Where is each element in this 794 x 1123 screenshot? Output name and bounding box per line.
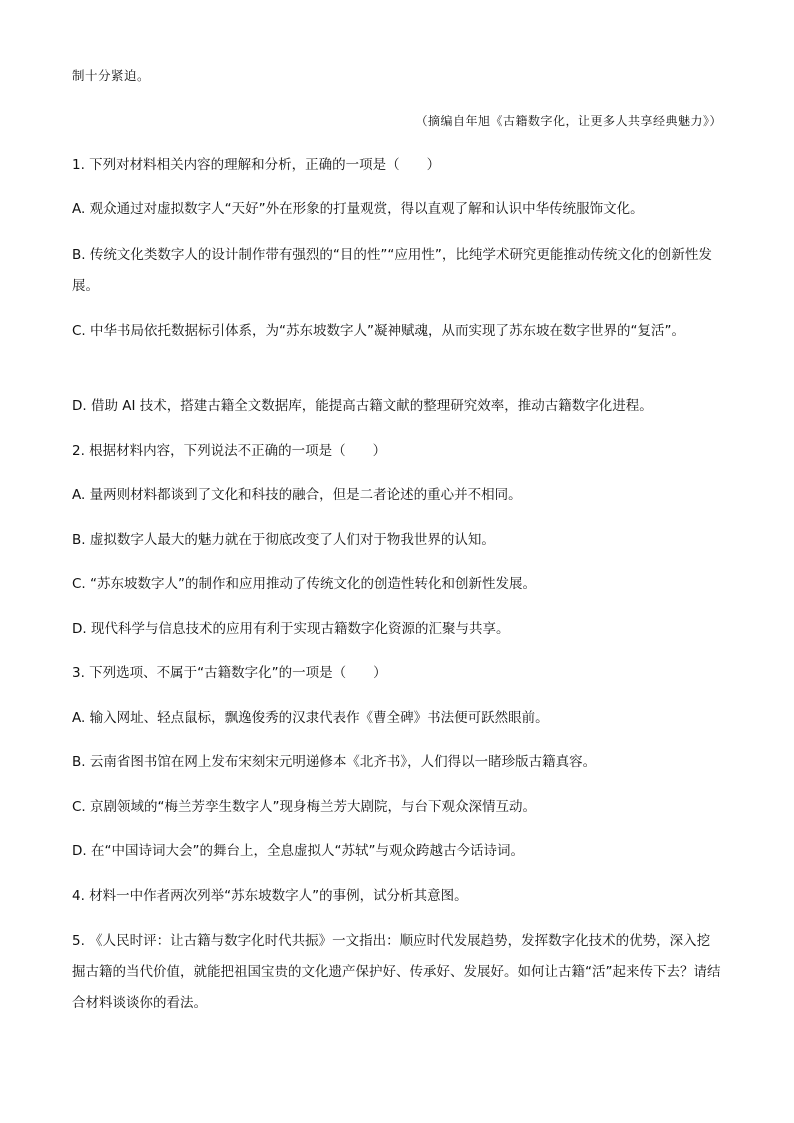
question-1-option-c: C. 中华书局依托数据标引体系，为“苏东坡数字人”凝神赋魂，从而实现了苏东坡在数字世界的“复活”。: [72, 323, 685, 339]
question-3-option-b: B. 云南省图书馆在网上发布宋刻宋元明递修本《北齐书》，人们得以一睹珍版古籍真容。: [72, 754, 597, 770]
question-2-option-a: A. 量两则材料都谈到了文化和科技的融合，但是二者论述的重心并不相同。: [72, 487, 522, 503]
question-3-option-a: A. 输入网址、轻点鼠标，飘逸俊秀的汉隶代表作《曹全碑》书法便可跃然眼前。: [72, 710, 549, 726]
question-3-stem: 3. 下列选项、不属于“古籍数字化”的一项是（ ）: [72, 665, 387, 681]
question-1-option-d: D. 借助 AI 技术，搭建古籍全文数据库，能提高古籍文献的整理研究效率，推动古籍数字化进程。: [72, 398, 653, 414]
passage-source: （摘编自年旭《古籍数字化，让更多人共享经典魅力》）: [415, 114, 722, 128]
question-1-option-b: B. 传统文化类数字人的设计制作带有强烈的“目的性”“应用性”，比纯学术研究更能推动传统文化的创新性发展。: [72, 247, 712, 294]
question-3-option-c: C. 京剧领域的“梅兰芳孪生数字人”现身梅兰芳大剧院，与台下观众深情互动。: [72, 799, 536, 815]
question-2-stem: 2. 根据材料内容，下列说法不正确的一项是（ ）: [72, 443, 387, 459]
question-2-option-c: C. “苏东坡数字人”的制作和应用推动了传统文化的创造性转化和创新性发展。: [72, 576, 536, 592]
question-3-option-d: D. 在“中国诗词大会”的舞台上，全息虚拟人“苏轼”与观众跨越古今话诗词。: [72, 843, 524, 859]
question-1-stem: 1. 下列对材料相关内容的理解和分析，正确的一项是（ ）: [72, 157, 441, 173]
question-4-stem: 4. 材料一中作者两次列举“苏东坡数字人”的事例，试分析其意图。: [72, 888, 468, 904]
question-1-option-a: A. 观众通过对虚拟数字人“天好”外在形象的打量观赏，得以直观了解和认识中华传统服饰文化。: [72, 201, 644, 217]
passage-tail: 制十分紧迫。: [72, 68, 151, 83]
question-2-option-d: D. 现代科学与信息技术的应用有利于实现古籍数字化资源的汇聚与共享。: [72, 621, 510, 637]
question-5-stem: 5. 《人民时评：让古籍与数字化时代共振》一文指出：顺应时代发展趋势，发挥数字化技术的优势，深入挖掘古籍的当代价值，就能把祖国宝贵的文化遗产保护好、传承好、发展好。如何让古籍“活”起来传下去？请结合材料谈谈你的看法。: [72, 933, 721, 1011]
question-2-option-b: B. 虚拟数字人最大的魅力就在于彻底改变了人们对于物我世界的认知。: [72, 532, 495, 548]
